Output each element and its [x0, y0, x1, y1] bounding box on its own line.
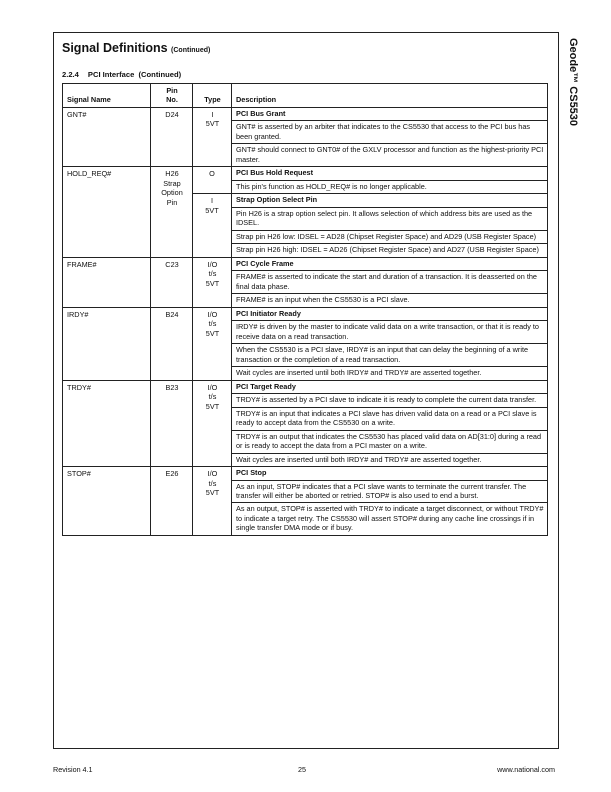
description-paragraph: TRDY# is asserted by a PCI slave to indicate it is ready to complete the current data transfer.	[232, 394, 547, 407]
description-paragraph: Strap pin H26 high: IDSEL = AD26 (Chipset Register Space) and AD27 (USB Register Space)	[236, 245, 539, 255]
description-paragraph: Wait cycles are inserted until both IRDY# and TRDY# are asserted together.	[236, 454, 482, 464]
signal-name-cell: IRDY#	[63, 307, 151, 380]
pin-number-cell: H26 Strap Option Pin	[151, 167, 193, 257]
pin-number-cell: B23	[151, 380, 193, 466]
heading-continued: (Continued)	[171, 47, 211, 54]
description-cell	[232, 380, 548, 466]
table-row	[63, 107, 548, 166]
signal-name-cell: TRDY#	[63, 380, 151, 466]
description-paragraph: Wait cycles are inserted until both IRDY# and TRDY# are asserted together.	[236, 368, 482, 378]
section-subheading	[62, 70, 181, 79]
signal-name-cell: HOLD_REQ#	[63, 167, 151, 257]
description-paragraph: When the CS5530 is a PCI slave, IRDY# is an input that can delay the beginning of a write transaction or the completion of a read transaction.	[232, 344, 547, 367]
table-row	[63, 467, 548, 536]
side-title	[557, 38, 587, 178]
table-row	[63, 307, 548, 380]
type-cell: I/O t/s 5VT	[193, 467, 232, 536]
description-cell	[232, 257, 548, 307]
section-title: PCI Interface (Continued)	[87, 70, 182, 79]
header-description: Description	[232, 84, 548, 108]
description-paragraph: IRDY# is driven by the master to indicate valid data on a write transaction, or that it is ready to receive data on a read transaction.	[232, 321, 547, 344]
signal-name-cell: GNT#	[63, 107, 151, 166]
heading-title: Signal Definitions	[62, 41, 168, 55]
signal-function-title: PCI Target Ready	[232, 381, 547, 394]
pin-number-cell: E26	[151, 467, 193, 536]
table-body	[63, 107, 548, 535]
type-part: I 5VT	[205, 196, 219, 215]
description-paragraph: GNT# is asserted by an arbiter that indicates to the CS5530 that access to the PCI bus has been granted.	[232, 121, 547, 144]
signal-function-title: Strap Option Select Pin	[232, 194, 547, 207]
type-part: O	[193, 167, 231, 194]
type-cell: I/O t/s 5VT	[193, 257, 232, 307]
header-pin-text: Pin No.	[166, 86, 178, 105]
description-paragraph: Pin H26 is a strap option select pin. It allows selection of which address bits are used as the IDSEL.	[232, 208, 547, 231]
description-paragraph: GNT# should connect to GNT0# of the GXLV processor and function as the highest-priority PCI master.	[236, 145, 544, 164]
signal-function-title: PCI Bus Hold Request	[232, 167, 547, 180]
description-paragraph: This pin's function as HOLD_REQ# is no longer applicable.	[232, 181, 547, 194]
description-paragraph: As an input, STOP# indicates that a PCI slave wants to terminate the current transfer. The transfer will either be aborted or retried. STOP# is also used to end a burst.	[232, 481, 547, 504]
description-paragraph: As an output, STOP# is asserted with TRDY# to indicate a target disconnect, or without TRDY# to indicate a target retry. The CS5530 will assert STOP# during any cache line crossings if in single transfer DMA mode or if busy.	[236, 504, 544, 533]
description-paragraph: Strap pin H26 low: IDSEL = AD28 (Chipset Register Space) and AD29 (USB Register Space)	[232, 231, 547, 244]
signal-name-cell: STOP#	[63, 467, 151, 536]
type-cell	[193, 167, 232, 257]
pin-number-cell: C23	[151, 257, 193, 307]
header-signal-name: Signal Name	[63, 84, 151, 108]
description-cell	[232, 467, 548, 536]
signal-table	[62, 83, 548, 536]
section-number: 2.2.4	[62, 70, 79, 79]
description-paragraph: TRDY# is an output that indicates the CS5530 has placed valid data on AD[31:0] during a read or is ready to accept the data from a PCI master on a write.	[232, 431, 547, 454]
description-cell	[232, 107, 548, 166]
pin-number-cell: B24	[151, 307, 193, 380]
description-paragraph: TRDY# is an input that indicates a PCI slave has driven valid data on a read or a PCI slave is ready to accept data from the CS5530 on a write.	[232, 408, 547, 431]
description-cell	[232, 307, 548, 380]
type-cell: I/O t/s 5VT	[193, 307, 232, 380]
side-title-text: Geode™ CS5530	[567, 38, 579, 127]
signal-name-cell: FRAME#	[63, 257, 151, 307]
table-row	[63, 257, 548, 307]
type-cell: I 5VT	[193, 107, 232, 166]
table-row	[63, 380, 548, 466]
header-type: Type	[193, 84, 232, 108]
signal-function-title: PCI Bus Grant	[232, 108, 547, 121]
type-cell: I/O t/s 5VT	[193, 380, 232, 466]
page-heading	[62, 41, 210, 55]
table-row	[63, 167, 548, 257]
table-header-row	[63, 84, 548, 108]
footer-url[interactable]: www.national.com	[497, 765, 555, 774]
signal-function-title: PCI Initiator Ready	[232, 308, 547, 321]
pin-number-cell: D24	[151, 107, 193, 166]
footer-page-number: 25	[298, 765, 306, 774]
description-cell	[232, 167, 548, 257]
description-paragraph: FRAME# is asserted to indicate the start and duration of a transaction. It is deasserted on the final data phase.	[232, 271, 547, 294]
signal-function-title: PCI Stop	[232, 467, 547, 480]
description-paragraph: FRAME# is an input when the CS5530 is a PCI slave.	[236, 295, 410, 305]
signal-function-title: PCI Cycle Frame	[232, 258, 547, 271]
footer-revision: Revision 4.1	[53, 765, 93, 774]
header-pin-no	[151, 84, 193, 108]
